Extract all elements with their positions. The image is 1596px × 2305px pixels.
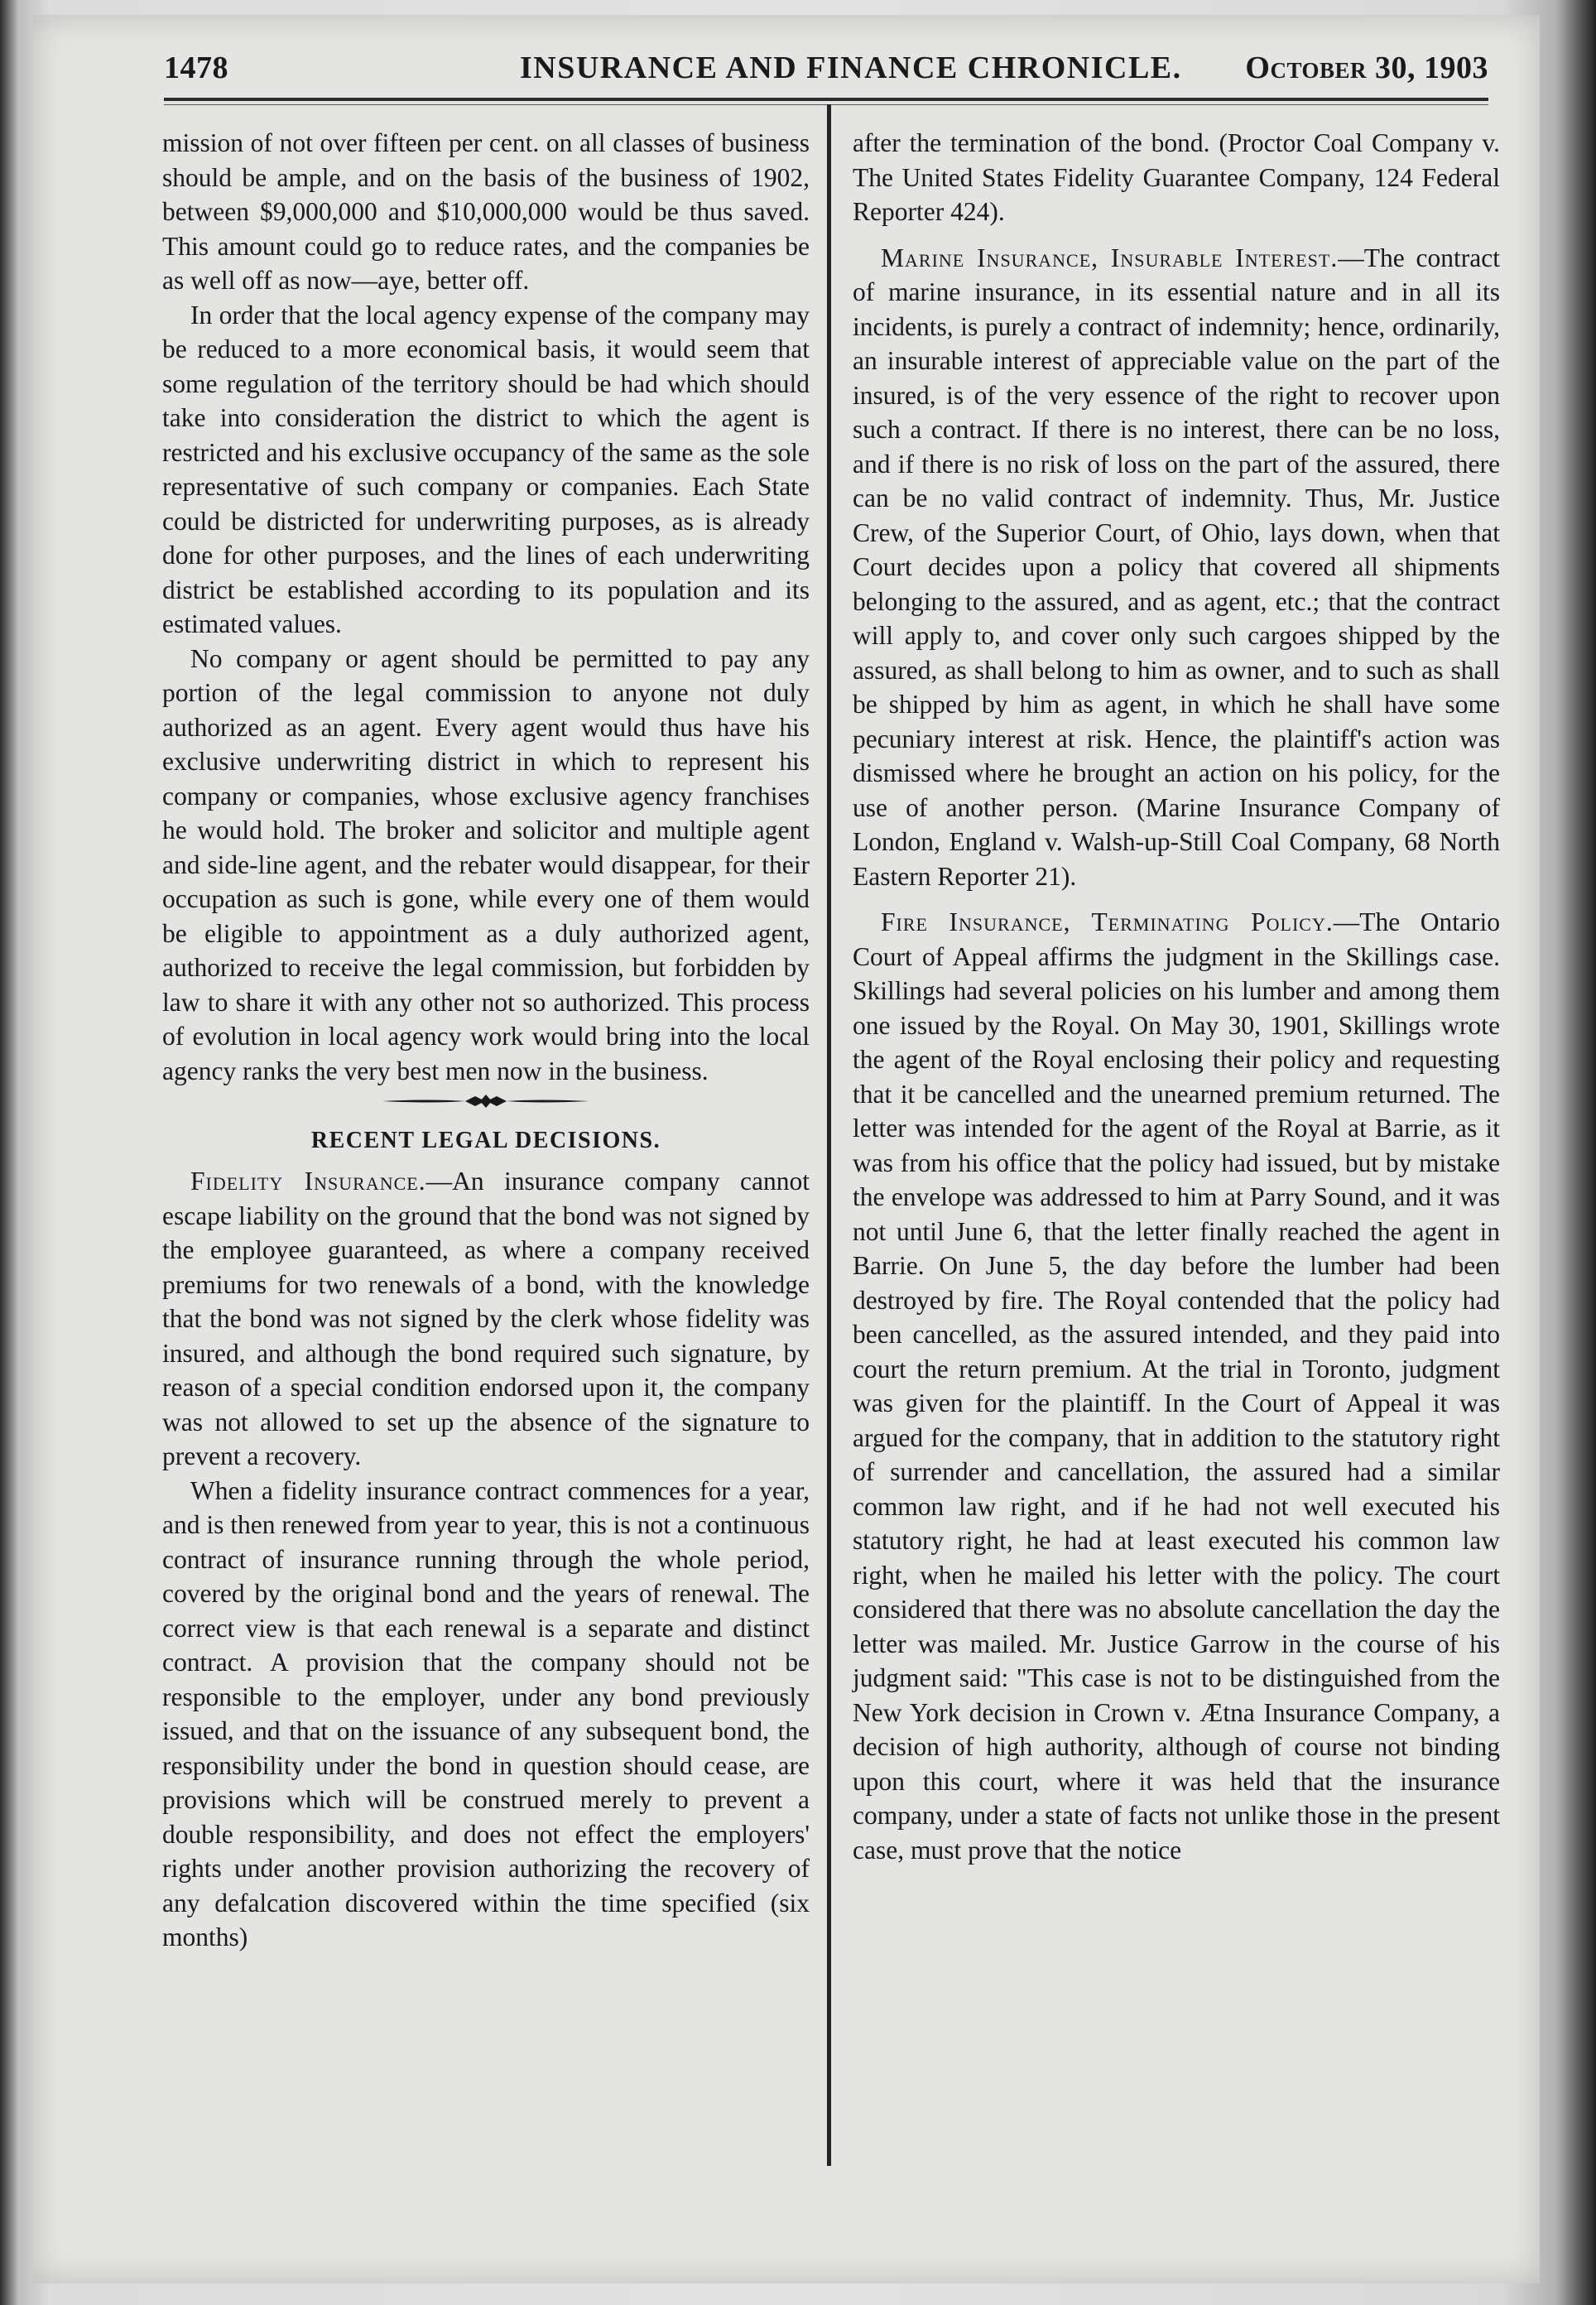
header-rule-thin [164,104,1488,105]
paragraph: When a fidelity insurance contract commences for a year, and is then renewed from year to year, this is not a continuous contract of insurance running through the whole period, covered by the original bond and the years of renewal. The correct view is that each renewal is a separate and distinct contract. A provision that the company should not be responsible to the employer, under any bond previously issued, and that on the issuance of any subsequent bond, the responsibility under the bond in question should cease, are provisions which will be construed merely to prevent a double responsibility, and does not effect the employers' rights under another provision authorizing the recovery of any defalcation discovered within the time specified (six months) [162,1475,810,1951]
paragraph: No company or agent should be permitted to pay any portion of the legal commission to anyone not duly authorized as an agent. Every agent would thus have his exclusive underwriting district in which to represent his company or companies, whose exclusive agency franchises he would hold. The broker and solicitor and multiple agent and side-line agent, and the rebater would disappear, for their occupation as such is gone, while every one of them would be eligible to appointment as a duly authorized agent, authorized to receive the legal commission, but forbidden by law to share it with any other not so authorized. This process of evolution in local agency work would bring into the local agency ranks the very best men now in the business. [162,643,810,1085]
issue-date: October 30, 1903 [1245,51,1488,85]
paragraph: In order that the local agency expense of the company may be reduced to a more economical basis, it would seem that some regulation of the territory should be had which should take into consideration the district to which the agent is restricted and his exclusive occupancy of the same as the sole representative of such company or companies. Each State could be districted for underwriting purposes, as is already done for other purposes, and the lines of each underwriting district be established according to its population and its estimated values. [162,300,810,638]
run-in-heading: Fidelity Insurance. [190,1167,426,1196]
section-ornament [162,1093,810,1109]
right-column [853,126,1500,1867]
paragraph: after the termination of the bond. (Proctor Coal Company v. The United States Fidelity Guarantee Company, 124 Federal Reporter 424). [853,128,1500,226]
paragraph: mission of not over fifteen per cent. on all classes of business should be ample, and on the basis of the business of 1902, between $9,000,000 and $10,000,000 would be thus saved. This amount could go to reduce rates, and the companies be as well off as now—aye, better off. [162,128,810,295]
paragraph [162,1164,810,1474]
paragraph-text: —The contract of marine insurance, in its essential nature and in all its incidents, is purely a contract of indemnity; hence, ordinarily, an insurable interest of appreciable value on the part of the insured, is of the very essence of the right to recover upon such a contract. If there is no interest, there can be no loss, and if there is no risk of loss on the part of the assured, there can be no valid contract of indemnity. Thus, Mr. Justice Crew, of the Superior Court, of Ohio, lays down, when that Court decides upon a policy that covered all shipments belonging to the assured, and as agent, etc.; that the contract will apply to, and cover only such cargoes shipped by the assured, as shall belong to him as owner, and to such as shall be shipped by him as agent, in which he shall have some pecuniary interest at risk. Hence, the plaintiff's action was dismissed where he brought an action on his policy, for the use of another person. (Marine Insurance Company of London, England v. Walsh-up-Still Coal Company, 68 North Eastern Reporter 21). [853,243,1500,891]
section-heading: RECENT LEGAL DECISIONS. [310,1128,661,1153]
paragraph [853,905,1500,1867]
paragraph-text: —The Ontario Court of Appeal affirms the judgment in the Skillings case. Skillings had several policies on his lumber and among them one issued by the Royal. On May 30, 1901, Skillings wrote the agent of the Royal enclosing their policy and requesting that it be cancelled and the unearned premium returned. The letter was intended for the agent of the Royal at Barrie, as it was from his office that the policy had issued, but by mistake the envelope was addressed to him at Parry Sound, and it was not until June 6, that the letter finally reached the agent in Barrie. On June 5, the day before the lumber had been destroyed by fire. The Royal contended that the policy had been cancelled, as the assured intended, and they paid into court the return premium. At the trial in Toronto, judgment was given for the plaintiff. In the Court of Appeal it was argued for the company, that in addition to the statutory right of surrender and cancellation, the assured had a similar common law right, and if he had not well executed his statutory right, he had at least executed his common law right, when he mailed his letter with the policy. The court considered that there was no absolute cancellation the day the letter was mailed. Mr. Justice Garrow in the course of his judgment said: "This case is not to be distinguished from the New York decision in Crown v. Ætna Insurance Company, a decision of high authority, although of course not binding upon this court, where it was held that the insurance company, under a state of facts not unlike those in the present case, must prove that the notice [853,907,1500,1865]
page-number: 1478 [164,51,228,85]
page-header [164,50,1488,96]
run-in-heading: Marine Insurance, Insurable Interest. [881,243,1339,272]
publication-title: INSURANCE AND FINANCE CHRONICLE. [520,51,1182,85]
paragraph [853,241,1500,894]
column-divider [827,104,831,2166]
header-rule [164,98,1488,101]
run-in-heading: Fire Insurance, Terminating Policy. [881,907,1334,936]
left-column [162,126,810,1955]
divider-ornament-icon [382,1093,589,1109]
paragraph-text: —An insurance company cannot escape liability on the ground that the bond was not signed by the employee guaranteed, as where a company received premiums for two renewals of a bond, with the knowledge that the bond was not signed by the clerk whose fidelity was insured, and although the bond required such signature, by reason of a special condition endorsed upon it, the company was not allowed to set up the absence of the signature to prevent a recovery. [162,1167,810,1470]
